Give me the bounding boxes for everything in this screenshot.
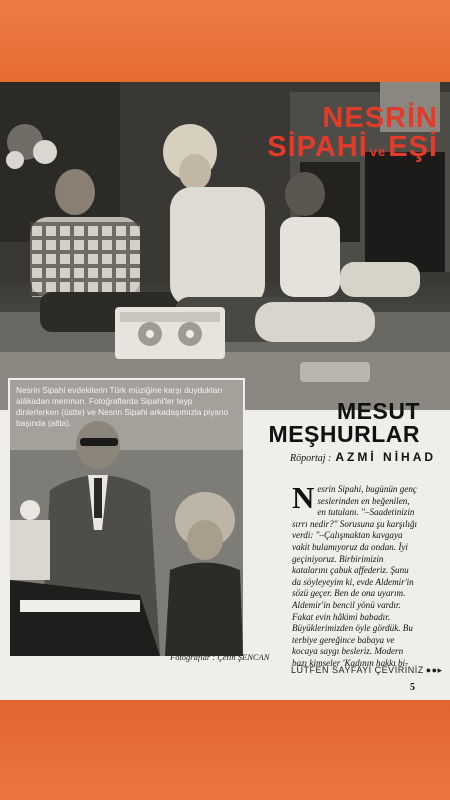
orange-background-top bbox=[0, 0, 450, 90]
article-title bbox=[267, 104, 438, 162]
page-number: 5 bbox=[410, 682, 415, 693]
magazine-page bbox=[0, 82, 450, 700]
title-line-1: NESRİN bbox=[322, 102, 438, 134]
article-body bbox=[292, 480, 420, 670]
byline-prefix: Röportaj : bbox=[290, 453, 332, 464]
piano-photo bbox=[8, 378, 245, 658]
orange-background-bottom bbox=[0, 700, 450, 800]
article-text: esrin Sipahi, bugünün genç seslerinden en beğenilen, en tutulanı. "–Saadetinizin sırrı nedir?" Sorusuna şu karşılığı verdi: "–Çalışmaktan kavgaya vakit bulamıyoruz da ondan. İyi geçiniyoruz. Birbirimizin katalarını çabuk affederiz. Şunu da söyleyeyim ki, evde Aldemir'in sözü geçer. Ben de ona uyarım. Aldemir'in bencil yönü vardır. Fakat evin hâkimi babadır. Büyüklerimizden öyle gördük. Bu terbiye gereğince babaya ve kocaya saygı besleriz. Modern bazı kimseler 'Kadının hakkı bi- bbox=[292, 484, 418, 668]
title-spouse: EŞİ bbox=[388, 131, 438, 163]
photo-credit: Fotoğraflar : Çetin ŞENCAN bbox=[170, 652, 270, 662]
headline-line-2: MEŞHURLAR bbox=[268, 421, 420, 447]
continue-arrow-icon: ●●▸ bbox=[425, 665, 443, 675]
headline bbox=[269, 400, 420, 446]
title-surname: SİPAHİ bbox=[267, 131, 368, 163]
title-conjunction: ve bbox=[369, 144, 387, 159]
continue-link[interactable] bbox=[291, 665, 443, 676]
photo-caption: Nesrin Sipahi evdekilerin Türk müziğine karşı duydukları alâkadan memnun. Fotoğraflarda Sipahi'ler teyp dinlerlerken (üstte) ve Nesrin Sipahi arkadaşımızla piyano başında (altta). bbox=[16, 385, 229, 428]
headline-line-1: MESUT bbox=[337, 398, 420, 424]
title-line-2 bbox=[267, 133, 438, 162]
article-dropcap: N bbox=[292, 480, 315, 515]
byline bbox=[290, 450, 436, 464]
continue-label: LÜTFEN SAYFAYI ÇEVİRİNİZ bbox=[291, 665, 424, 675]
family-photo bbox=[0, 82, 450, 410]
byline-author: AZMİ NİHAD bbox=[335, 450, 437, 464]
